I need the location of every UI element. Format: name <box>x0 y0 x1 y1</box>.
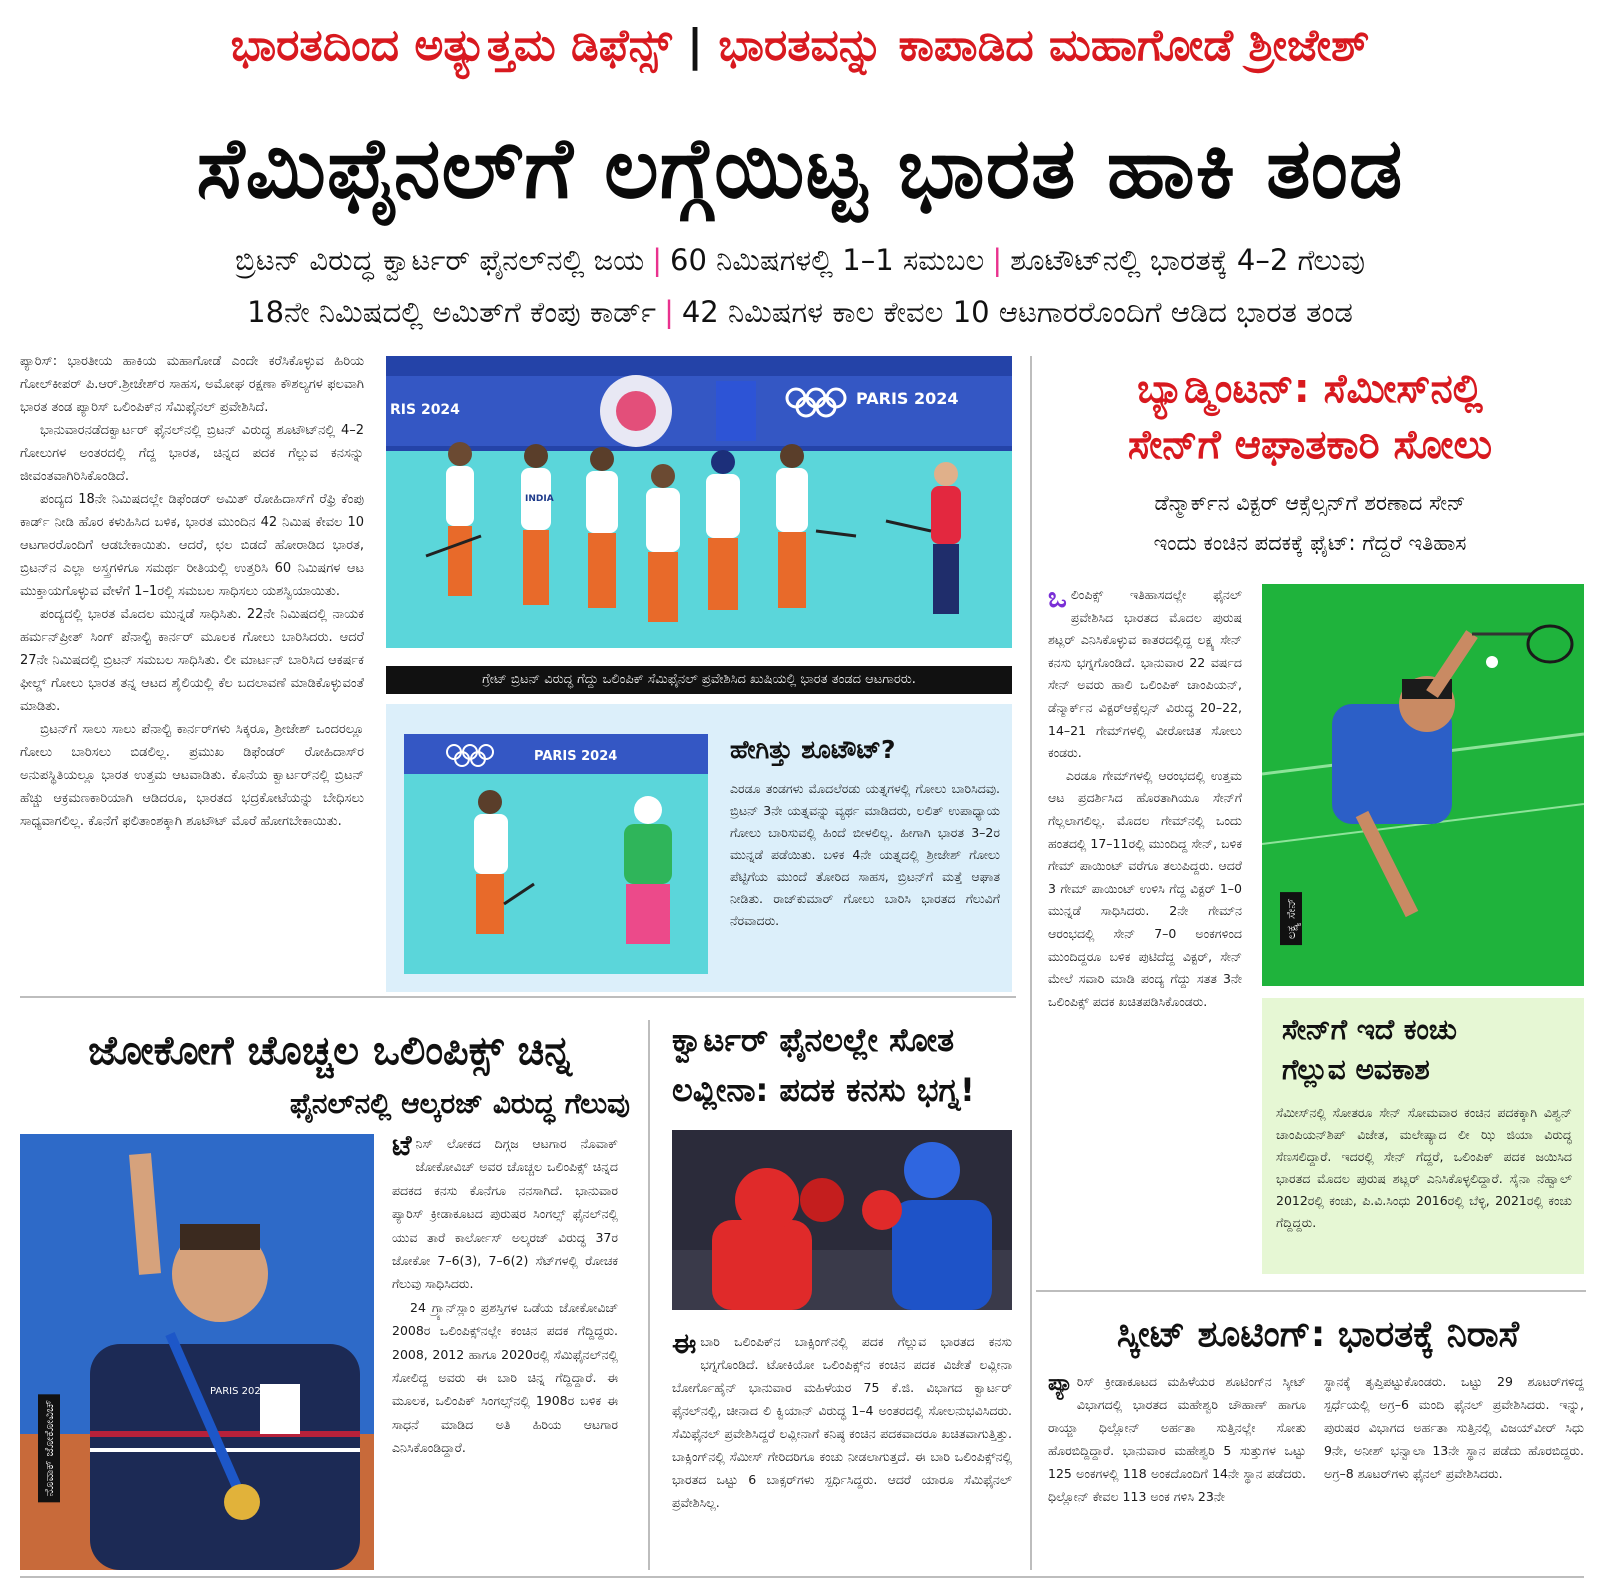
bronze-chance-title-2: ಗೆಲ್ಲುವ ಅವಕಾಶ <box>1282 1053 1430 1086</box>
djokovic-dropcap: ಟೆ <box>392 1132 412 1162</box>
column-divider <box>648 1020 650 1570</box>
djokovic-photo <box>20 1134 374 1570</box>
column-divider <box>1030 356 1032 1570</box>
section-divider <box>1036 1290 1586 1292</box>
subhead-2a: 18ನೇ ನಿಮಿಷದಲ್ಲಿ ಅಮಿತ್‌ಗೆ ಕೆಂಪು ಕಾರ್ಡ್ <box>247 295 657 329</box>
djokovic-paragraph: ನಿಸ್ ಲೋಕದ ದಿಗ್ಗಜ ಆಟಗಾರ ನೊವಾಕ್ ಜೋಕೋವಿಚ್ ಅವರ ಚೊಚ್ಚಲ ಒಲಿಂಪಿಕ್ಸ್ ಚಿನ್ನದ ಪದಕದ ಕನಸು ಕೊನೆಗೂ ನನಸಾಗಿದೆ. ಭಾನುವಾರ ಪ್ಯಾರಿಸ್ ಕ್ರೀಡಾಕೂಟದ ಪುರುಷರ ಸಿಂಗಲ್ಸ್ ಫೈನಲ್‌ನಲ್ಲಿ ಯುವ ತಾರೆ ಕಾರ್ಲೋಸ್ ಅಲ್ಕರಜ್ ವಿರುದ್ಧ 37ರ ಜೋಕೋ 7–6(3), 7–6(2) ಸೆಟ್‌ಗಳಲ್ಲಿ ರೋಚಕ ಗೆಲುವು ಸಾಧಿಸಿದರು. <box>392 1136 618 1292</box>
boxing-title-2: ಲವ್ಲೀನಾ: ಪದಕ ಕನಸು ಭಗ್ನ! <box>672 1071 975 1109</box>
bronze-chance-box <box>1262 998 1584 1274</box>
subhead-1b: 60 ನಿಮಿಷಗಳಲ್ಲಿ 1–1 ಸಮಬಲ <box>670 243 985 277</box>
boxing-photo <box>672 1130 1012 1310</box>
subhead-1a: ಬ್ರಿಟನ್ ವಿರುದ್ಧ ಕ್ವಾರ್ಟರ್ ಫೈನಲ್‌ನಲ್ಲಿ ಜಯ <box>234 243 645 277</box>
badminton-photo-credit: ಲಕ್ಷ್ಯ ಸೇನ್ <box>1280 892 1302 945</box>
djokovic-paragraph: 24 ಗ್ರ್ಯಾನ್‌ಸ್ಲಾಂ ಪ್ರಶಸ್ತಿಗಳ ಒಡೆಯ ಜೋಕೋವಿಚ್ 2008ರ ಒಲಿಂಪಿಕ್ಸ್‌ನಲ್ಲೇ ಕಂಚಿನ ಪದಕ ಗೆದ್ದಿದ್ದರು. 2008, 2012 ಹಾಗೂ 2020ರಲ್ಲಿ ಸೆಮಿಫೈನಲ್‌ನಲ್ಲಿ ಸೋಲಿದ್ದ ಅವರು ಈ ಬಾರಿ ಚಿನ್ನ ಗೆದ್ದಿದ್ದಾರೆ. ಈ ಮೂಲಕ, ಒಲಿಂಪಿಕ್ ಸಿಂಗಲ್ಸ್‌ನಲ್ಲಿ 1908ರ ಬಳಿಕ ಈ ಸಾಧನೆ ಮಾಡಿದ ಅತಿ ಹಿರಿಯ ಆಟಗಾರ ಎನಿಸಿಕೊಂಡಿದ್ದಾರೆ. <box>392 1299 618 1456</box>
badminton-dropcap: ಒ <box>1048 584 1067 614</box>
badminton-paragraph: ಲಿಂಪಿಕ್ಸ್ ಇತಿಹಾಸದಲ್ಲೇ ಫೈನಲ್ ಪ್ರವೇಶಿಸಿದ ಭಾರತದ ಮೊದಲ ಪುರುಷ ಶಟ್ಲರ್ ಎನಿಸಿಕೊಳ್ಳುವ ಕಾತರದಲ್ಲಿದ್ದ ಲಕ್ಷ್ಯ ಸೇನ್ ಕನಸು ಭಗ್ನಗೊಂಡಿದೆ. ಭಾನುವಾರ 22 ವರ್ಷದ ಸೇನ್ ಅವರು ಹಾಲಿ ಒಲಿಂಪಿಕ್ ಚಾಂಪಿಯನ್, ಡೆನ್ಮಾರ್ಕ್‌ನ ವಿಕ್ಟರ್‌ಆಕ್ಸೆಲ್ಸನ್ ವಿರುದ್ಧ 20–22, 14–21 ಗೇಮ್‌ಗಳಲ್ಲಿ ವೀರೋಚಿತ ಸೋಲು ಕಂಡರು. <box>1048 587 1242 761</box>
hockey-paragraph: ಭಾನುವಾರನಡೆದಕ್ವಾರ್ಟರ್ ಫೈನಲ್‌ನಲ್ಲಿ ಬ್ರಿಟನ್ ವಿರುದ್ಧ ಶೂಟೌಟ್‌ನಲ್ಲಿ 4–2 ಗೋಲುಗಳ ಅಂತರದಲ್ಲಿ ಗೆದ್ದ ಭಾರತ, ಚಿನ್ನದ ಪದಕ ಗೆಲ್ಲುವ ಕನಸನ್ನು ಜೀವಂತವಾಗಿರಿಸಿಕೊಂಡಿದೆ. <box>20 423 364 484</box>
subhead-bar: | <box>664 295 674 329</box>
djokovic-subtitle: ಫೈನಲ್‌ನಲ್ಲಿ ಆಲ್ಕರಜ್ ವಿರುದ್ಧ ಗೆಲುವು <box>289 1087 630 1120</box>
boxing-paragraph: ಬಾರಿ ಒಲಿಂಪಿಕ್‌ನ ಬಾಕ್ಸಿಂಗ್‌ನಲ್ಲಿ ಪದಕ ಗೆಲ್ಲುವ ಭಾರತದ ಕನಸು ಭಗ್ನಗೊಂಡಿದೆ. ಟೋಕಿಯೋ ಒಲಿಂಪಿಕ್ಸ್‌ನ ಕಂಚಿನ ಪದಕ ವಿಜೇತೆ ಲವ್ಲೀನಾ ಬೋರ್ಗೊಹೈನ್ ಭಾನುವಾರ ಮಹಿಳೆಯರ 75 ಕೆ.ಜಿ. ವಿಭಾಗದ ಕ್ವಾರ್ಟರ್ ಫೈನಲ್‌ನಲ್ಲಿ, ಚೀನಾದ ಲಿ ಕ್ವಿಯಾನ್ ವಿರುದ್ಧ 1–4 ಅಂತರದಲ್ಲಿ ಸೋಲನುಭವಿಸಿದರು. ಸೆಮಿಫೈನಲ್ ಪ್ರವೇಶಿಸಿದ್ದರೆ ಲವ್ಲೀನಾಗೆ ಕನಿಷ್ಠ ಕಂಚಿನ ಪದಕವಾದರೂ ಖಚಿತವಾಗುತ್ತಿತ್ತು. ಬಾಕ್ಸಿಂಗ್‌ನಲ್ಲಿ ಸೆಮೀಸ್ ಗೇರಿದರಿಗೂ ಕಂಚು ನೀಡಲಾಗುತ್ತದೆ. ಈ ಬಾರಿ ಒಲಿಂಪಿಕ್ಸ್‌ನಲ್ಲಿ ಭಾರತದ ಒಟ್ಟು 6 ಬಾಕ್ಸರ್‌ಗಳು ಸ್ಪರ್ಧಿಸಿದ್ದರು. ಆದರೆ ಯಾರೂ ಸೆಮಿಫೈನಲ್ ಪ್ರವೇಶಿಸಿಲ್ಲ. <box>672 1334 1012 1510</box>
boxing-article-body <box>672 1330 1012 1570</box>
badminton-photo <box>1262 584 1584 986</box>
boxing-illustration <box>672 1130 1012 1310</box>
paris-2024-jacket-text: PARIS 2024 <box>210 1386 268 1397</box>
hockey-article-body <box>20 350 364 980</box>
skeet-dropcap: ಪ್ಯಾ <box>1048 1371 1073 1396</box>
hockey-photo-caption: ಗ್ರೇಟ್ ಬ್ರಿಟನ್ ವಿರುದ್ಧ ಗೆದ್ದು ಒಲಿಂಪಿಕ್ ಸೆಮಿಫೈನಲ್ ಪ್ರವೇಶಿಸಿದ ಖುಷಿಯಲ್ಲಿ ಭಾರತ ತಂಡದ ಆಟಗಾರರು. <box>386 666 1012 694</box>
hockey-paragraph: ಬ್ರಿಟನ್‌ಗೆ ಸಾಲು ಸಾಲು ಪೆನಾಲ್ಟಿ ಕಾರ್ನರ್‌ಗಳು ಸಿಕ್ಕರೂ, ಶ್ರೀಜೇಶ್ ಒಂದರಲ್ಲೂ ಗೋಲು ಬಾರಿಸಲು ಬಿಡಲಿಲ್ಲ. ಪ್ರಮುಖ ಡಿಫೆಂಡರ್ ರೋಹಿದಾಸ್‌ರ ಅನುಪಸ್ಥಿತಿಯಲ್ಲೂ ಭಾರತ ಉತ್ತಮ ಆಟವಾಡಿತು. ಕೊನೆಯ ಕ್ವಾರ್ಟರ್‌ನಲ್ಲಿ ಬ್ರಿಟನ್ ಹೆಚ್ಚು ಆಕ್ರಮಣಕಾರಿಯಾಗಿ ಆಡಿದರೂ, ಭಾರತದ ಭದ್ರಕೋಟೆಯನ್ನು ಬೇಧಿಸಲು ಸಾಧ್ಯವಾಗಲಿಲ್ಲ. ಕೊನೆಗೆ ಫಲಿತಾಂಶಕ್ಕಾಗಿ ಶೂಟೌಟ್ ಮೊರೆ ಹೋಗಬೇಕಾಯಿತು. <box>20 722 364 829</box>
badminton-title-1: ಬ್ಯಾಡ್ಮಿಂಟನ್: ಸೆಮೀಸ್‌ನಲ್ಲಿ <box>1137 366 1483 412</box>
subhead-bar: | <box>652 243 663 277</box>
shootout-illustration <box>404 734 708 974</box>
section-divider <box>20 996 1016 998</box>
hockey-team-illustration <box>386 356 1012 648</box>
subhead-1c: ಶೂಟೌಟ್‌ನಲ್ಲಿ ಭಾರತಕ್ಕೆ 4–2 ಗೆಲುವು <box>1010 243 1366 277</box>
badminton-article-body <box>1048 584 1242 1274</box>
skeet-paragraph: ರಿಸ್ ಕ್ರೀಡಾಕೂಟದ ಮಹಿಳೆಯರ ಶೂಟಿಂಗ್‌ನ ಸ್ಕೀಟ್ ವಿಭಾಗದಲ್ಲಿ ಭಾರತದ ಮಹೇಶ್ವರಿ ಚೌಹಾಣ್ ಹಾಗೂ ರಾಯ್ಜಾ ಧಿಲ್ಲೋನ್ ಅರ್ಹತಾ ಸುತ್ತಿನಲ್ಲೇ ಸೋತು ಹೊರಬಿದ್ದಿದ್ದಾರೆ. ಭಾನುವಾರ ಮಹೇಶ್ವರಿ 5 ಸುತ್ತುಗಳ ಒಟ್ಟು 125 ಅಂಕಗಳಲ್ಲಿ 118 ಅಂಕದೊಂದಿಗೆ 14ನೇ ಸ್ಥಾನ ಪಡೆದರು. ಧಿಲ್ಲೋನ್ ಕೇವಲ 113 ಅಂಕ ಗಳಿಸಿ 23ನೇ <box>1048 1374 1306 1504</box>
kicker-left: ಭಾರತದಿಂದ ಅತ್ಯುತ್ತಮ ಡಿಫೆನ್ಸ್ <box>230 20 672 71</box>
bronze-chance-title-1: ಸೇನ್‌ಗೆ ಇದೆ ಕಂಚು <box>1282 1013 1457 1046</box>
main-headline: ಸೆಮಿಫೈನಲ್‌ಗೆ ಲಗ್ಗೆಯಿಟ್ಟ ಭಾರತ ಹಾಕಿ ತಂಡ <box>196 119 1404 217</box>
boxing-title-1: ಕ್ವಾರ್ಟರ್ ಫೈನಲಲ್ಲೇ ಸೋತ <box>672 1021 955 1059</box>
kicker-right: ಭಾರತವನ್ನು ಕಾಪಾಡಿದ ಮಹಾಗೋಡೆ ಶ್ರೀಜೇಶ್ <box>718 20 1370 71</box>
kicker-separator: | <box>686 20 704 71</box>
skeet-title: ಸ್ಕೀಟ್ ಶೂಟಿಂಗ್: ಭಾರತಕ್ಕೆ ನಿರಾಸೆ <box>1116 1314 1520 1355</box>
skeet-article-col-1 <box>1048 1370 1306 1570</box>
hockey-paragraph: ಪ್ಯಾರಿಸ್: ಭಾರತೀಯ ಹಾಕಿಯ ಮಹಾಗೋಡೆ ಎಂದೇ ಕರೆಸಿಕೊಳ್ಳುವ ಹಿರಿಯ ಗೋಲ್‌ಕೀಪರ್ ಪಿ.ಆರ್.ಶ್ರೀಜೇಶ್‌ರ ಸಾಹಸ, ಅಮೋಘ ರಕ್ಷಣಾ ಕೌಶಲ್ಯಗಳ ಫಲವಾಗಿ ಭಾರತ ತಂಡ ಪ್ಯಾರಿಸ್ ಒಲಿಂಪಿಕ್‌ನ ಸೆಮಿಫೈನಲ್ ಪ್ರವೇಶಿಸಿದೆ. <box>20 354 364 415</box>
badminton-illustration <box>1262 584 1584 986</box>
bronze-chance-body: ಸೆಮೀಸ್‌ನಲ್ಲಿ ಸೋತರೂ ಸೇನ್ ಸೋಮವಾರ ಕಂಚಿನ ಪದಕಕ್ಕಾಗಿ ವಿಶ್ವನ್ ಚಾಂಪಿಯನ್‌ಶಿಪ್ ವಿಜೇತ, ಮಲೇಷ್ಯಾದ ಲೀ ಝಿ ಜಿಯಾ ವಿರುದ್ಧ ಸೆಣಸಲಿದ್ದಾರೆ. ಇದರಲ್ಲಿ ಸೇನ್ ಗೆದ್ದರೆ, ಒಲಿಂಪಿಕ್ ಪದಕ ಜಯಿಸಿದ ಭಾರತದ ಮೊದಲ ಪುರುಷ ಶಟ್ಲರ್ ಎನಿಸಿಕೊಳ್ಳಲಿದ್ದಾರೆ. ಸೈನಾ ನೆಹ್ವಾಲ್ 2012ರಲ್ಲಿ ಕಂಚು, ಪಿ.ವಿ.ಸಿಂಧು 2016ರಲ್ಲಿ ಬೆಳ್ಳಿ, 2021ರಲ್ಲಿ ಕಂಚು ಗೆದ್ದಿದ್ದರು. <box>1276 1105 1572 1230</box>
jersey-text: INDIA <box>525 494 554 504</box>
subhead-2b: 42 ನಿಮಿಷಗಳ ಕಾಲ ಕೇವಲ 10 ಆಟಗಾರರೊಂದಿಗೆ ಆಡಿದ ಭಾರತ ತಂಡ <box>681 295 1353 329</box>
djokovic-article-body <box>392 1132 618 1572</box>
page-bottom-rule <box>20 1576 1584 1578</box>
badminton-paragraph: ಎರಡೂ ಗೇಮ್‌ಗಳಲ್ಲಿ ಆರಂಭದಲ್ಲಿ ಉತ್ತಮ ಆಟ ಪ್ರದರ್ಶಿಸಿದ ಹೊರತಾಗಿಯೂ ಸೇನ್‌ಗೆ ಗೆಲ್ಲಲಾಗಲಿಲ್ಲ. ಮೊದಲ ಗೇಮ್‌ನಲ್ಲಿ ಒಂದು ಹಂತದಲ್ಲಿ 17–11ರಲ್ಲಿ ಮುಂದಿದ್ದ ಸೇನ್, ಬಳಿಕ ಗೇಮ್ ಪಾಯಿಂಟ್ ವರೆಗೂ ತಲುಪಿದ್ದರು. ಆದರೆ 3 ಗೇಮ್ ಪಾಯಿಂಟ್ ಉಳಿಸಿ ಗೆದ್ದ ವಿಕ್ಟರ್ 1–0 ಮುನ್ನಡೆ ಸಾಧಿಸಿದರು. 2ನೇ ಗೇಮ್‌ನ ಆರಂಭದಲ್ಲಿ ಸೇನ್ 7–0 ಅಂಕಗಳಿಂದ ಮುಂದಿದ್ದರೂ ಬಳಿಕ ಪುಟಿದೆದ್ದ ವಿಕ್ಟರ್, ಸೇನ್ ಮೇಲೆ ಸವಾರಿ ಮಾಡಿ ಪಂದ್ಯ ಗೆದ್ದು ಸತತ 3ನೇ ಒಲಿಂಪಿಕ್ಸ್ ಪದಕ ಖಚಿತಪಡಿಸಿಕೊಂಡರು. <box>1048 767 1242 1009</box>
paris-2024-banner: PARIS 2024 <box>534 749 618 764</box>
paris-2024-banner: PARIS 2024 <box>856 389 959 408</box>
djokovic-title: ಜೋಕೋಗೆ ಚೊಚ್ಚಲ ಒಲಿಂಪಿಕ್ಸ್ ಚಿನ್ನ <box>88 1028 572 1074</box>
skeet-article-col-2: ಸ್ಥಾನಕ್ಕೆ ತೃಪ್ತಿಪಟ್ಟುಕೊಂಡರು. ಒಟ್ಟು 29 ಶೂಟರ್‌ಗಳಿದ್ದ ಸ್ಪರ್ಧೆಯಲ್ಲಿ ಅಗ್ರ–6 ಮಂದಿ ಫೈನಲ್ ಪ್ರವೇಶಿಸಿದರು. ಇನ್ನು, ಪುರುಷರ ವಿಭಾಗದ ಅರ್ಹತಾ ಸುತ್ತಿನಲ್ಲಿ ವಿಜಯ್‌ವೀರ್ ಸಿಧು 9ನೇ, ಅನೀಶ್ ಭನ್ವಾಲಾ 13ನೇ ಸ್ಥಾನ ಪಡೆದು ಹೊರಬಿದ್ದರು. ಅಗ್ರ–8 ಶೂಟರ್‌ಗಳು ಫೈನಲ್ ಪ್ರವೇಶಿಸಿದರು. <box>1324 1374 1584 1481</box>
paris-2024-banner-partial: RIS 2024 <box>390 402 460 418</box>
shootout-title: ಹೇಗಿತ್ತು ಶೂಟೌಟ್? <box>730 735 896 764</box>
badminton-subhead-1: ಡೆನ್ಮಾರ್ಕ್‌ನ ವಿಕ್ಟರ್ ಆಕ್ಸೆಲ್ಸನ್‌ಗೆ ಶರಣಾದ ಸೇನ್ <box>1154 491 1466 515</box>
subhead-line-1 <box>0 236 1600 284</box>
badminton-title-2: ಸೇನ್‌ಗೆ ಆಘಾತಕಾರಿ ಸೋಲು <box>1127 422 1493 468</box>
boxing-dropcap: ಈ <box>672 1330 697 1360</box>
badminton-subhead-2: ಇಂದು ಕಂಚಿನ ಪದಕಕ್ಕೆ ಫೈಟ್: ಗೆದ್ದರೆ ಇತಿಹಾಸ <box>1153 531 1467 555</box>
djokovic-photo-credit: ನೊವಾಕ್ ಜೋಕೋವಿಚ್ <box>38 1394 60 1502</box>
djokovic-illustration <box>20 1134 374 1570</box>
kicker-line <box>0 14 1600 78</box>
subhead-bar: | <box>992 243 1003 277</box>
hockey-paragraph: ಪಂದ್ಯದಲ್ಲಿ ಭಾರತ ಮೊದಲ ಮುನ್ನಡೆ ಸಾಧಿಸಿತು. 22ನೇ ನಿಮಿಷದಲ್ಲಿ ನಾಯಕ ಹರ್ಮನ್‌ಪ್ರೀತ್ ಸಿಂಗ್ ಪೆನಾಲ್ಟಿ ಕಾರ್ನರ್ ಮೂಲಕ ಗೋಲು ಬಾರಿಸಿದರು. ಆದರೆ 27ನೇ ನಿಮಿಷದಲ್ಲಿ ಬ್ರಿಟನ್ ಸಮಬಲ ಸಾಧಿಸಿತು. ಲೀ ಮಾರ್ಟನ್ ಬಾರಿಸಿದ ಆಕರ್ಷಕ ಫೀಲ್ಡ್ ಗೋಲು ಭಾರತ ತನ್ನ ಆಟದ ಶೈಲಿಯಲ್ಲಿ ಕೆಲ ಬದಲಾವಣೆ ಮಾಡಿಕೊಳ್ಳುವಂತೆ ಮಾಡಿತು. <box>20 607 364 714</box>
shootout-photo <box>404 734 708 974</box>
shootout-body: ಎರಡೂ ತಂಡಗಳು ಮೊದಲೆರಡು ಯತ್ನಗಳಲ್ಲಿ ಗೋಲು ಬಾರಿಸಿದವು. ಬ್ರಿಟನ್ 3ನೇ ಯತ್ನವನ್ನು ವ್ಯರ್ಥ ಮಾಡಿದರು, ಲಲಿತ್ ಉಪಾಧ್ಯಾಯ ಗೋಲು ಬಾರಿಸುವಲ್ಲಿ ಹಿಂದೆ ಬೀಳಲಿಲ್ಲ. ಹೀಗಾಗಿ ಭಾರತ 3–2ರ ಮುನ್ನಡೆ ಪಡೆಯಿತು. ಬಳಿಕ 4ನೇ ಯತ್ನದಲ್ಲಿ ಶ್ರೀಜೇಶ್ ಗೋಲು ಪೆಟ್ಟಿಗೆಯ ಮುಂದೆ ತೋರಿದ ಸಾಹಸ, ಬ್ರಿಟನ್‌ಗೆ ಮತ್ತೆ ಆಘಾತ ನೀಡಿತು. ರಾಜ್‌ಕುಮಾರ್ ಗೋಲು ಬಾರಿಸಿ ಭಾರತದ ಗೆಲುವಿಗೆ ನೆರವಾದರು. <box>730 781 1000 928</box>
subhead-line-2 <box>0 288 1600 336</box>
hockey-team-photo <box>386 356 1012 648</box>
hockey-paragraph: ಪಂದ್ಯದ 18ನೇ ನಿಮಿಷದಲ್ಲೇ ಡಿಫೆಂಡರ್ ಅಮಿತ್ ರೋಹಿದಾಸ್‌ಗೆ ರೆಫ್ರಿ ಕೆಂಪು ಕಾರ್ಡ್ ನೀಡಿ ಹೊರ ಕಳುಹಿಸಿದ ಬಳಿಕ, ಭಾರತ ಮುಂದಿನ 42 ನಿಮಿಷ ಕೇವಲ 10 ಆಟಗಾರರೊಂದಿಗೆ ಆಡಬೇಕಾಯಿತು. ಆದರೆ, ಛಲ ಬಿಡದೆ ಹೋರಾಡಿದ ಭಾರತ, ಬ್ರಿಟನ್‌ನ ಎಲ್ಲಾ ಅಸ್ತ್ರಗಳಿಗೂ ಸಮರ್ಥ ರೀತಿಯಲ್ಲಿ ಉತ್ತರಿಸಿ 60 ನಿಮಿಷಗಳ ಆಟ ಮುಕ್ತಾಯಗೊಳ್ಳುವ ವೇಳೆಗೆ 1–1ರಲ್ಲಿ ಸಮಬಲ ಸಾಧಿಸಲು ಯಶಸ್ವಿಯಾಯಿತು. <box>20 492 364 599</box>
